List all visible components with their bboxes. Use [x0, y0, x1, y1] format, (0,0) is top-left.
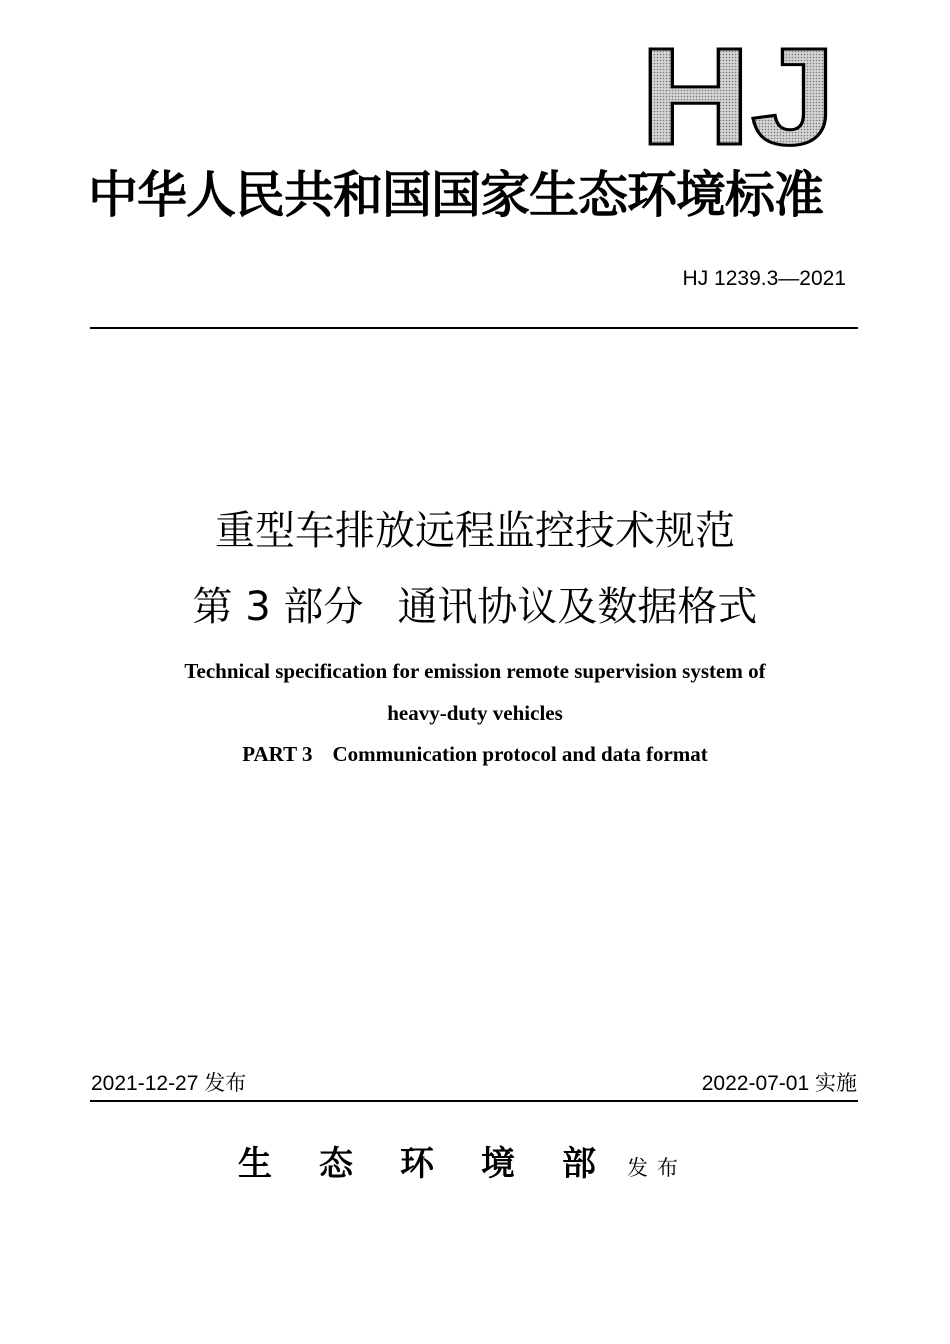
title-en-part: PART 3	[242, 742, 313, 766]
hj-logo-text: HJ	[640, 44, 836, 154]
hj-logo	[638, 44, 838, 154]
issuer-suffix: 发布	[627, 1156, 687, 1180]
title-cn-line2	[0, 582, 950, 632]
bottom-divider	[90, 1100, 858, 1102]
standard-number: HJ 1239.3—2021	[682, 267, 846, 290]
org-title: 中华人民共和国国家生态环境标准	[88, 165, 823, 224]
effective-date: 2022-07-01 实施	[701, 1072, 857, 1095]
title-en-line1: Technical specification for emission remote supervision system of	[184, 659, 766, 683]
issue-date: 2021-12-27 发布	[91, 1072, 247, 1095]
title-cn-part: 第 3 部分	[192, 584, 364, 630]
top-divider	[90, 327, 858, 329]
issuer-name: 生态环境部	[238, 1144, 643, 1184]
title-cn-subject: 通讯协议及数据格式	[397, 584, 758, 630]
issuer	[238, 1140, 687, 1192]
title-cn-line1: 重型车排放远程监控技术规范	[215, 508, 735, 554]
title-en-subject: Communication protocol and data format	[332, 742, 708, 766]
title-en-line2: heavy-duty vehicles	[387, 701, 563, 725]
title-en-line3	[0, 741, 950, 767]
